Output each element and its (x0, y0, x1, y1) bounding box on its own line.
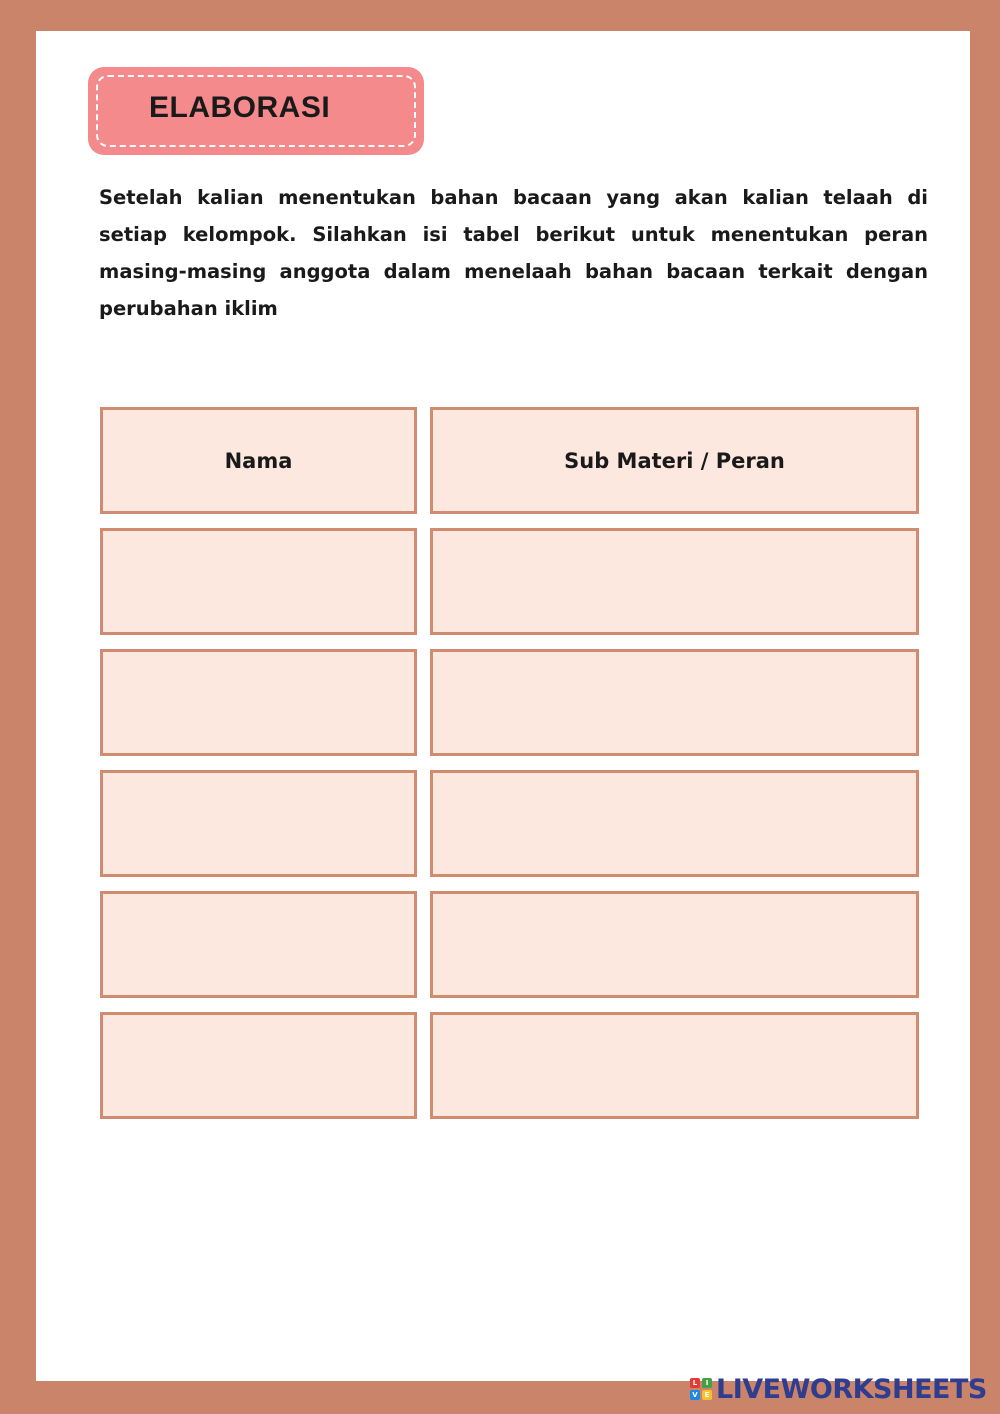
nama-input-cell[interactable] (100, 649, 417, 756)
title-badge (88, 67, 424, 155)
instructions-text: Setelah kalian menentukan bahan bacaan yang akan kalian telaah di setiap kelompok. Silahkan isi tabel berikut untuk menentukan peran masing-masing anggota dalam menelaah bahan bacaan terkait dengan perubahan iklim (99, 186, 928, 320)
peran-input-cell[interactable] (430, 891, 919, 998)
peran-input-cell[interactable] (430, 1012, 919, 1119)
nama-input-cell[interactable] (100, 1012, 417, 1119)
page-title: ELABORASI (149, 91, 331, 124)
peran-input-cell[interactable] (430, 649, 919, 756)
liveworksheets-watermark (690, 1374, 987, 1404)
nama-input-cell[interactable] (100, 891, 417, 998)
worksheet-page (36, 31, 970, 1381)
logo-letter: L (690, 1378, 700, 1388)
peran-input-cell[interactable] (430, 528, 919, 635)
nama-input-cell[interactable] (100, 770, 417, 877)
peran-input-cell[interactable] (430, 770, 919, 877)
header-nama: Nama (100, 407, 417, 514)
liveworksheets-logo-icon (690, 1378, 712, 1400)
header-sub-materi-peran: Sub Materi / Peran (430, 407, 919, 514)
logo-letter: V (690, 1390, 700, 1400)
logo-letter: I (702, 1378, 712, 1388)
logo-letter: E (702, 1390, 712, 1400)
nama-input-cell[interactable] (100, 528, 417, 635)
watermark-text: LIVEWORKSHEETS (716, 1373, 987, 1405)
